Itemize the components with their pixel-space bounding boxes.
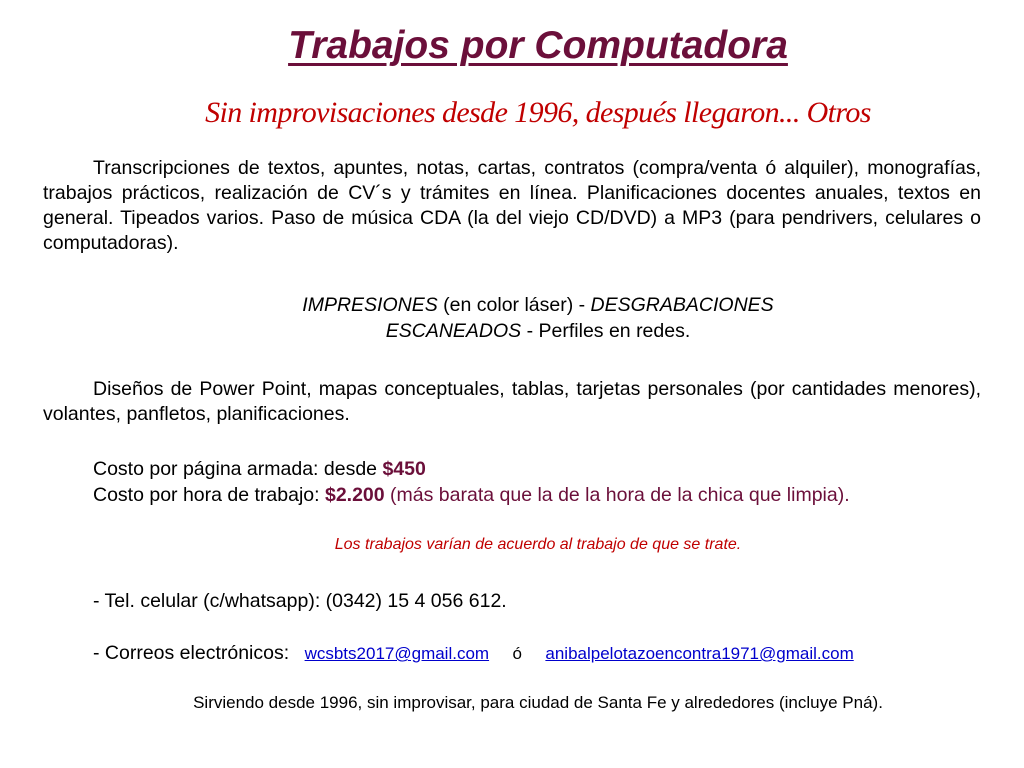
emails-label: - Correos electrónicos: [93,642,290,664]
impresiones-text: IMPRESIONES [302,294,438,316]
page-title: Trabajos por Computadora [288,24,788,67]
footer-text: Sirviendo desde 1996, sin improvisar, para ciudad de Santa Fe y alrededores (incluye Pná). [193,693,883,712]
page-subtitle: Sin improvisaciones desde 1996, después llegaron... Otros [205,96,871,129]
cost-per-hour-note: (más barata que la de la hora de la chica que limpia). [384,484,850,506]
phone-line: - Tel. celular (c/whatsapp): (0342) 15 4 056 612. [93,590,507,612]
services-paragraph: Transcripciones de textos, apuntes, notas, cartas, contratos (compra/venta ó alquiler), monografías, trabajos prácticos, realización de CV´s y trámites en línea. Planificaciones docentes anuales, textos en general. Tipeados varios. Paso de música CDA (la del viejo CD/DVD) a MP3 (para pendrivers, celulares o computadoras). [43,157,981,254]
variance-note: Los trabajos varían de acuerdo al trabajo de que se trate. [334,536,742,553]
services-line-1 [0,293,1024,318]
cost-per-page [93,457,426,482]
services-line-2 [0,319,1024,344]
perfiles-text: - Perfiles en redes. [521,320,691,342]
cost-per-hour-price: $2.200 [324,484,385,506]
escaneados-text: ESCANEADOS [385,320,522,342]
cost-per-page-price: $450 [382,458,426,480]
emails-line [93,641,854,666]
design-paragraph: Diseños de Power Point, mapas conceptuales, tablas, tarjetas personales (por cantidades menores), volantes, panfletos, planificaciones. [43,378,981,425]
cost-per-page-label: Costo por página armada: desde [93,458,383,480]
impresiones-detail: (en color láser) - [437,294,591,316]
email-separator: ó [512,644,522,663]
desgrabaciones-text: DESGRABACIONES [590,294,774,316]
email-link-1[interactable]: wcsbts2017@gmail.com [304,644,490,663]
email-link-2[interactable]: anibalpelotazoencontra1971@gmail.com [545,644,854,663]
cost-per-hour [93,483,850,508]
cost-per-hour-label: Costo por hora de trabajo: [93,484,325,506]
